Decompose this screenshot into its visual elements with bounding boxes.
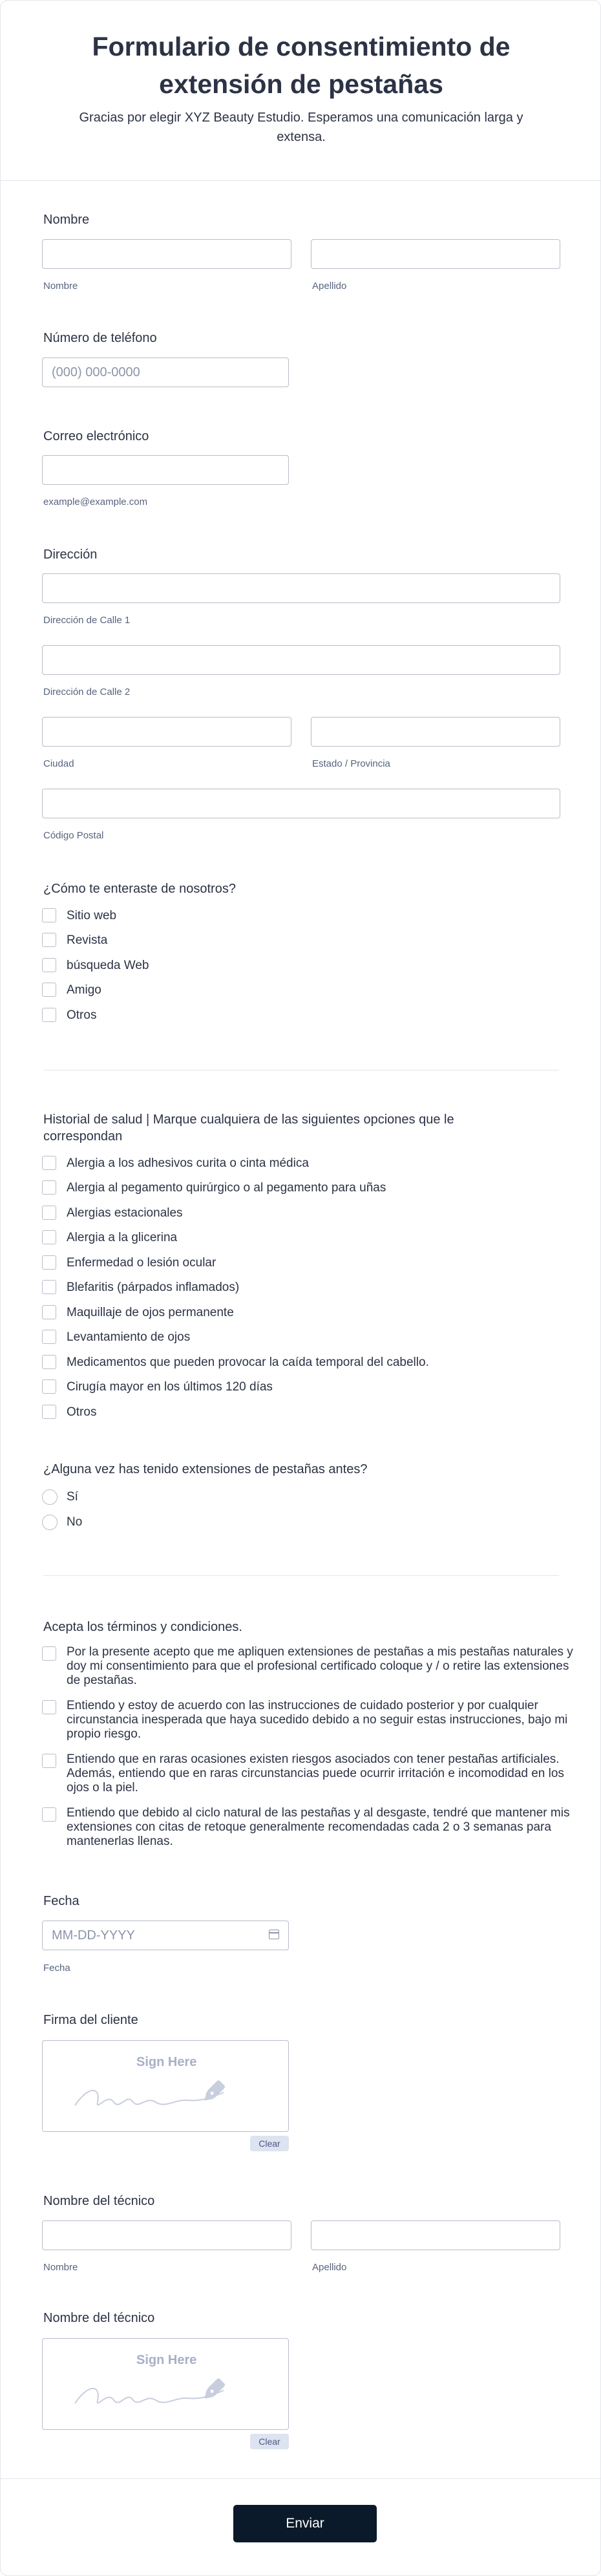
checkbox[interactable] xyxy=(42,1405,56,1419)
first-name-input[interactable] xyxy=(42,239,291,269)
technician-last-name-sublabel: Apellido xyxy=(312,2262,347,2273)
phone-input[interactable] xyxy=(42,357,289,387)
option-label: Blefaritis (párpados inflamados) xyxy=(67,1281,240,1294)
terms-label: Acepta los términos y condiciones. xyxy=(43,1620,242,1634)
checkbox[interactable] xyxy=(42,1008,56,1022)
checkbox[interactable] xyxy=(42,1807,56,1822)
term-text: Entiendo que debido al ciclo natural de las pestañas y al desgaste, tendré que mantener mis extensiones con citas de retoque generalmente recomendadas cada 2 o 3 semanas para mantenerlas llenas. xyxy=(67,1806,570,1848)
checkbox[interactable] xyxy=(42,908,56,922)
client-signature-pad[interactable] xyxy=(42,2040,289,2132)
technician-signature-pad[interactable] xyxy=(42,2338,289,2430)
last-name-sublabel: Apellido xyxy=(312,281,347,292)
checkbox[interactable] xyxy=(42,1230,56,1244)
option-label: Otros xyxy=(67,1405,97,1419)
phone-placeholder: (000) 000-0000 xyxy=(52,365,140,379)
technician-signature-label: Nombre del técnico xyxy=(43,2311,155,2325)
health-label: Historial de salud | Marque cualquiera de las siguientes opciones que le correspondan xyxy=(43,1112,454,1144)
address-label: Dirección xyxy=(43,548,98,562)
radio[interactable] xyxy=(42,1489,58,1505)
checkbox[interactable] xyxy=(42,933,56,947)
option-label: Medicamentos que pueden provocar la caída temporal del cabello. xyxy=(67,1356,429,1369)
date-placeholder: MM-DD-YYYY xyxy=(52,1928,135,1943)
checkbox[interactable] xyxy=(42,1355,56,1369)
option-label: Otros xyxy=(67,1008,97,1022)
checkbox[interactable] xyxy=(42,983,56,997)
signature-pen-icon xyxy=(69,2067,262,2118)
zip-input[interactable] xyxy=(42,789,560,818)
term-text: Por la presente acepto que me apliquen extensiones de pestañas a mis pestañas naturales y doy mi consentimiento para que el profesional certificado coloque y / o retire las extensiones de pestañas. xyxy=(67,1645,573,1687)
email-label: Correo electrónico xyxy=(43,429,149,443)
option-label: Sitio web xyxy=(67,909,117,922)
checkbox[interactable] xyxy=(42,1255,56,1270)
checkbox[interactable] xyxy=(42,1305,56,1319)
form-header xyxy=(1,1,601,181)
signature-pen-icon xyxy=(69,2365,262,2416)
street1-sublabel: Dirección de Calle 1 xyxy=(43,615,131,626)
term-text: Entiendo que en raras ocasiones existen riesgos asociados con tener pestañas artificiales. Además, entiendo que en raras circunstancias puede ocurrir irritación e incomodidad en los ojos o la piel. xyxy=(67,1752,564,1794)
option-label: Alergia a la glicerina xyxy=(67,1231,178,1244)
technician-first-name-sublabel: Nombre xyxy=(43,2262,78,2273)
checkbox[interactable] xyxy=(42,1754,56,1768)
checkbox[interactable] xyxy=(42,1156,56,1170)
phone-label: Número de teléfono xyxy=(43,331,157,345)
checkbox[interactable] xyxy=(42,1379,56,1394)
state-sublabel: Estado / Provincia xyxy=(312,758,390,769)
sign-here-text: Sign Here xyxy=(136,2353,197,2367)
checkbox[interactable] xyxy=(42,1206,56,1220)
footer-divider xyxy=(1,2478,601,2479)
form-subtitle: Gracias por elegir XYZ Beauty Estudio. Esperamos una comunicación larga y extensa. xyxy=(79,111,523,144)
email-sublabel: example@example.com xyxy=(43,496,148,507)
option-label: Sí xyxy=(67,1490,78,1504)
option-label: Enfermedad o lesión ocular xyxy=(67,1256,216,1270)
submit-button[interactable]: Enviar xyxy=(233,2505,377,2542)
option-label: Revista xyxy=(67,933,108,947)
checkbox[interactable] xyxy=(42,1700,56,1714)
email-input[interactable] xyxy=(42,455,289,485)
sign-here-text: Sign Here xyxy=(136,2055,197,2069)
checkbox[interactable] xyxy=(42,958,56,972)
date-input[interactable] xyxy=(42,1921,289,1950)
client-signature-clear-button[interactable]: Clear xyxy=(250,2136,289,2151)
technician-signature-clear-button[interactable]: Clear xyxy=(250,2434,289,2449)
option-label: Alergia a los adhesivos curita o cinta médica xyxy=(67,1156,309,1170)
city-sublabel: Ciudad xyxy=(43,758,74,769)
checkbox[interactable] xyxy=(42,1280,56,1294)
technician-name-label: Nombre del técnico xyxy=(43,2194,155,2208)
last-name-input[interactable] xyxy=(311,239,560,269)
technician-last-name-input[interactable] xyxy=(311,2220,560,2250)
technician-first-name-input[interactable] xyxy=(42,2220,291,2250)
option-label: Maquillaje de ojos permanente xyxy=(67,1306,234,1319)
option-label: búsqueda Web xyxy=(67,959,149,972)
prior-extensions-label: ¿Alguna vez has tenido extensiones de pestañas antes? xyxy=(43,1462,368,1476)
option-label: Levantamiento de ojos xyxy=(67,1330,191,1344)
checkbox[interactable] xyxy=(42,1646,56,1661)
option-label: Alergia al pegamento quirúrgico o al pegamento para uñas xyxy=(67,1181,386,1195)
section-divider xyxy=(43,1575,559,1576)
zip-sublabel: Código Postal xyxy=(43,830,104,841)
first-name-sublabel: Nombre xyxy=(43,281,78,292)
form-title: Formulario de consentimiento de extensión de pestañas xyxy=(92,32,511,99)
option-label: Cirugía mayor en los últimos 120 días xyxy=(67,1380,273,1394)
calendar-icon[interactable] xyxy=(269,1930,279,1939)
state-input[interactable] xyxy=(311,717,560,747)
option-label: Alergias estacionales xyxy=(67,1206,183,1220)
street2-input[interactable] xyxy=(42,645,560,675)
street2-sublabel: Dirección de Calle 2 xyxy=(43,687,131,697)
client-signature-label: Firma del cliente xyxy=(43,2013,138,2027)
referral-label: ¿Cómo te enteraste de nosotros? xyxy=(43,882,236,896)
term-text: Entiendo y estoy de acuerdo con las instrucciones de cuidado posterior y por cualquier circunstancia inesperada que haya sucedido debido a no seguir estas instrucciones, bajo mi propio riesgo. xyxy=(67,1699,568,1741)
date-label: Fecha xyxy=(43,1894,79,1908)
checkbox[interactable] xyxy=(42,1330,56,1344)
option-label: No xyxy=(67,1515,83,1529)
date-sublabel: Fecha xyxy=(43,1963,70,1974)
option-label: Amigo xyxy=(67,983,101,997)
city-input[interactable] xyxy=(42,717,291,747)
street1-input[interactable] xyxy=(42,573,560,603)
name-label: Nombre xyxy=(43,213,90,227)
radio[interactable] xyxy=(42,1515,58,1530)
checkbox[interactable] xyxy=(42,1180,56,1195)
